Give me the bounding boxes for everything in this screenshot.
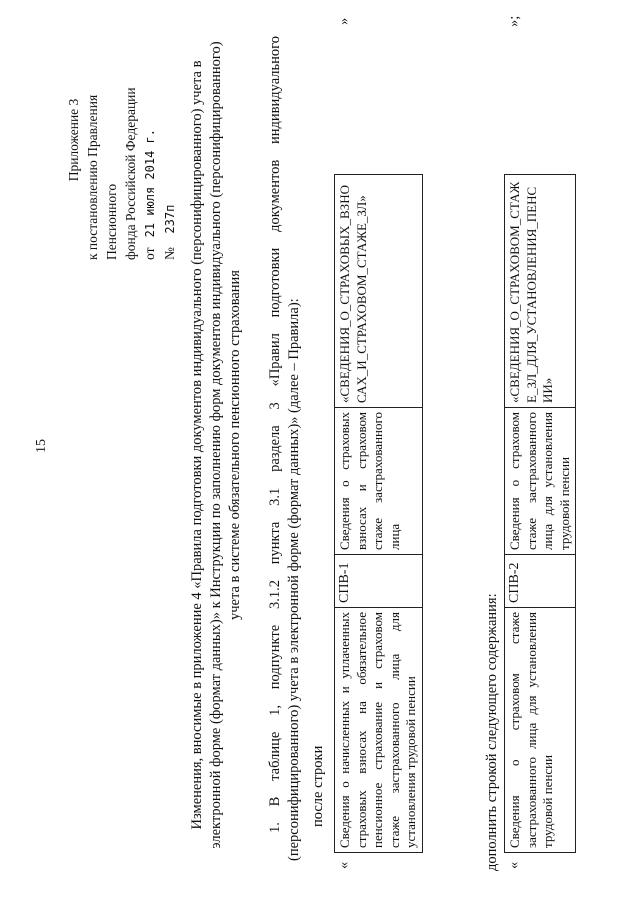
number-prefix: № [162, 247, 177, 260]
row2-description: Сведения о страховом стаже застрахованного лица для установления трудовой пенсии [505, 608, 576, 853]
row1-description: Сведения о начисленных и уплаченных страховых взносах на обязательное пенсионное страхование и страховом стаже застрахованного лица для установления трудовой пенсии [335, 608, 423, 853]
number-value: 237п [163, 204, 177, 234]
table-row-2 [504, 174, 576, 853]
add-row-label: дополнить строкой следующего содержания: [484, 593, 500, 871]
row1-file-name: «СВЕДЕНИЯ_О_СТРАХОВЫХ_ВЗНОСАХ_И_СТРАХОВОМ_СТАЖЕ_ЗЛ» [335, 175, 423, 408]
row2-open-quote: « [506, 861, 522, 869]
paragraph-1: 1. В таблице 1, подпункте 3.1.2 пункта 3.1 раздела 3 «Правил подготовки документов индивидуального (персонифицированного) учета в электронной форме (формат данных)» (далее – Правила): [267, 36, 302, 861]
date-value: 21 июля 2014 г. [143, 129, 157, 238]
appendix-block [64, 20, 180, 260]
table-row-1 [334, 174, 423, 853]
document-heading: Изменения, вносимые в приложение 4 «Правила подготовки документов индивидуального (персонифицированного) учета в электронной форме (формат данных)» к Инструкции по заполнению форм документов индивидуального (персонифицированного) учета в системе обязательного пенсионного страхования [189, 41, 243, 849]
row2-close-quote: »; [506, 15, 522, 27]
row1-close-quote: » [336, 17, 352, 25]
page-number: 15 [34, 439, 49, 453]
row1-short-desc: Сведения о страховых взносах и страховом стаже застрахованного лица [335, 408, 423, 555]
after-rows-label: после строки [310, 745, 326, 827]
appendix-line-2: фонда Российской Федерации [123, 87, 138, 260]
appendix-title: Приложение 3 [66, 98, 81, 182]
row1-open-quote: « [336, 861, 352, 869]
date-prefix: от [142, 247, 157, 260]
appendix-number-line [160, 20, 180, 260]
row1-code: СПВ-1 [335, 555, 423, 608]
appendix-line-1: к постановлению Правления Пенсионного [85, 94, 119, 260]
row2-short-desc: Сведения о страховом стаже застрахованного лица для установления трудовой пенсии [505, 408, 576, 555]
row2-file-name: «СВЕДЕНИЯ_О_СТРАХОВОМ_СТАЖЕ_ЗЛ_ДЛЯ_УСТАНОВЛЕНИЯ_ПЕНСИИ» [505, 175, 576, 408]
row2-code: СПВ-2 [505, 555, 576, 608]
appendix-date-line [140, 20, 160, 260]
